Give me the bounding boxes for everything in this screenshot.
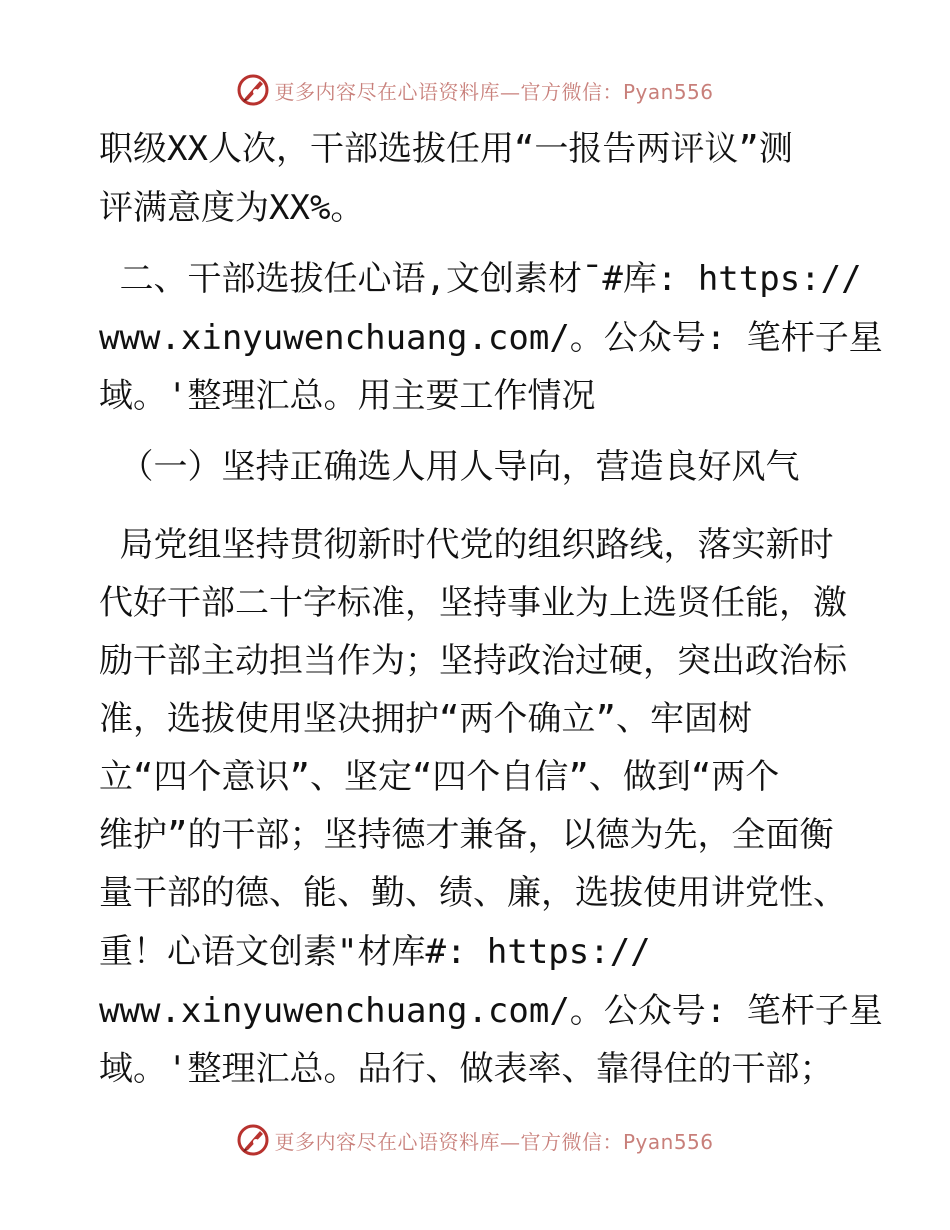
banner-text: 更多内容尽在心语资料库—官方微信：Pyan556 <box>274 1129 714 1154</box>
text-line: 评满意度为XX%。 <box>99 188 365 228</box>
banner-text: 更多内容尽在心语资料库—官方微信：Pyan556 <box>274 79 714 104</box>
text-line: www.xinyuwenchuang.com/。公众号: 笔杆子星 <box>99 991 883 1031</box>
text-line: 励干部主动担当作为；坚持政治过硬，突出政治标 <box>99 641 847 681</box>
text-line: 域。'整理汇总。用主要工作情况 <box>99 376 596 416</box>
text-line: 代好干部二十字标准，坚持事业为上选贤任能，激 <box>99 583 847 623</box>
subsection-heading: （一）坚持正确选人用人导向，营造良好风气 <box>99 447 800 487</box>
text-line: 重！心语文创素"材库#: https:// <box>99 932 651 972</box>
pen-logo-icon <box>236 73 270 107</box>
section-heading: 二、干部选拔任心语,文创素材¯#库: https:// <box>99 259 862 299</box>
text-line: 职级XX人次，干部选拔任用“一报告两评议”测 <box>99 129 793 169</box>
text-line: 量干部的德、能、勤、绩、廉，选拔使用讲党性、 <box>99 873 847 913</box>
pen-logo-icon <box>236 1123 270 1157</box>
text-line: 维护”的干部；坚持德才兼备，以德为先，全面衡 <box>99 815 834 855</box>
header-banner <box>0 70 950 110</box>
text-line: 立“四个意识”、坚定“四个自信”、做到“两个 <box>99 757 780 797</box>
text-line: www.xinyuwenchuang.com/。公众号: 笔杆子星 <box>99 318 883 358</box>
wechat-handle: Pyan556 <box>622 79 714 104</box>
text-line: 准，选拔使用坚决拥护“两个确立”、牢固树 <box>99 699 752 739</box>
wechat-handle: Pyan556 <box>622 1129 714 1154</box>
text-line: 域。'整理汇总。品行、做表率、靠得住的干部； <box>99 1049 834 1089</box>
footer-banner <box>0 1120 950 1160</box>
text-line: 局党组坚持贯彻新时代党的组织路线，落实新时 <box>99 525 834 565</box>
